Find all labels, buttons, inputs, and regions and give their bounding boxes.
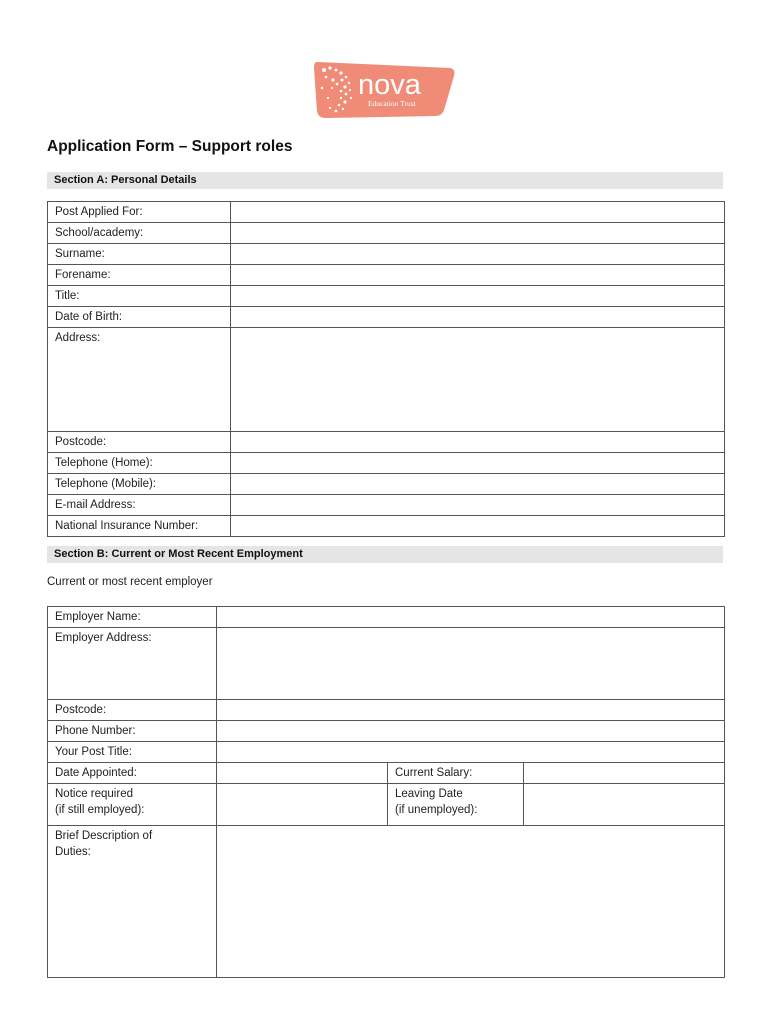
employer-postcode-label: Postcode: (48, 700, 217, 721)
date-appointed-label: Date Appointed: (48, 763, 217, 784)
employer-postcode-field[interactable] (217, 700, 725, 721)
table-row (48, 721, 725, 742)
notice-label-line1: Notice required (55, 788, 133, 800)
current-salary-field[interactable] (524, 763, 725, 784)
table-row (48, 307, 725, 328)
leaving-label-line2: (if unemployed): (395, 804, 478, 816)
postcode-field[interactable] (231, 432, 725, 453)
table-row (48, 474, 725, 495)
section-a-heading: Section A: Personal Details (47, 172, 723, 189)
employer-intro: Current or most recent employer (47, 576, 213, 588)
dob-label: Date of Birth: (48, 307, 231, 328)
title-label: Title: (48, 286, 231, 307)
surname-label: Surname: (48, 244, 231, 265)
table-row (48, 265, 725, 286)
table-row (48, 286, 725, 307)
employer-address-field[interactable] (217, 628, 725, 700)
table-row (48, 784, 725, 826)
leaving-label-line1: Leaving Date (395, 788, 463, 800)
notice-label (48, 784, 217, 826)
notice-label-line2: (if still employed): (55, 804, 145, 816)
table-row (48, 244, 725, 265)
table-row (48, 742, 725, 763)
employer-address-label: Employer Address: (48, 628, 217, 700)
address-label: Address: (48, 328, 231, 432)
table-row (48, 826, 725, 978)
table-row (48, 432, 725, 453)
table-row (48, 202, 725, 223)
nova-logo (312, 58, 457, 120)
duties-label (48, 826, 217, 978)
school-label: School/academy: (48, 223, 231, 244)
table-row (48, 700, 725, 721)
surname-field[interactable] (231, 244, 725, 265)
date-appointed-field[interactable] (217, 763, 388, 784)
leaving-date-field[interactable] (524, 784, 725, 826)
email-label: E-mail Address: (48, 495, 231, 516)
svg-text:nova: nova (358, 69, 421, 101)
ni-label: National Insurance Number: (48, 516, 231, 537)
phone-label: Phone Number: (48, 721, 217, 742)
employment-table (47, 606, 725, 978)
postcode-label: Postcode: (48, 432, 231, 453)
employer-name-field[interactable] (217, 607, 725, 628)
duties-label-line2: Duties: (55, 846, 91, 858)
leaving-date-label (388, 784, 524, 826)
forename-label: Forename: (48, 265, 231, 286)
table-row (48, 223, 725, 244)
post-title-label: Your Post Title: (48, 742, 217, 763)
duties-field[interactable] (217, 826, 725, 978)
post-applied-label: Post Applied For: (48, 202, 231, 223)
table-row (48, 516, 725, 537)
dob-field[interactable] (231, 307, 725, 328)
tel-mobile-label: Telephone (Mobile): (48, 474, 231, 495)
personal-details-table (47, 201, 725, 537)
post-applied-field[interactable] (231, 202, 725, 223)
notice-field[interactable] (217, 784, 388, 826)
table-row (48, 453, 725, 474)
table-row (48, 607, 725, 628)
post-title-field[interactable] (217, 742, 725, 763)
tel-mobile-field[interactable] (231, 474, 725, 495)
phone-field[interactable] (217, 721, 725, 742)
table-row (48, 495, 725, 516)
employer-name-label: Employer Name: (48, 607, 217, 628)
tel-home-label: Telephone (Home): (48, 453, 231, 474)
section-b-heading: Section B: Current or Most Recent Employment (47, 546, 723, 563)
ni-field[interactable] (231, 516, 725, 537)
table-row (48, 328, 725, 432)
school-field[interactable] (231, 223, 725, 244)
form-title: Application Form – Support roles (47, 138, 293, 155)
svg-text:Education Trust: Education Trust (368, 99, 416, 108)
title-field[interactable] (231, 286, 725, 307)
tel-home-field[interactable] (231, 453, 725, 474)
table-row (48, 763, 725, 784)
duties-label-line1: Brief Description of (55, 830, 153, 842)
current-salary-label: Current Salary: (388, 763, 524, 784)
address-field[interactable] (231, 328, 725, 432)
forename-field[interactable] (231, 265, 725, 286)
email-field[interactable] (231, 495, 725, 516)
table-row (48, 628, 725, 700)
